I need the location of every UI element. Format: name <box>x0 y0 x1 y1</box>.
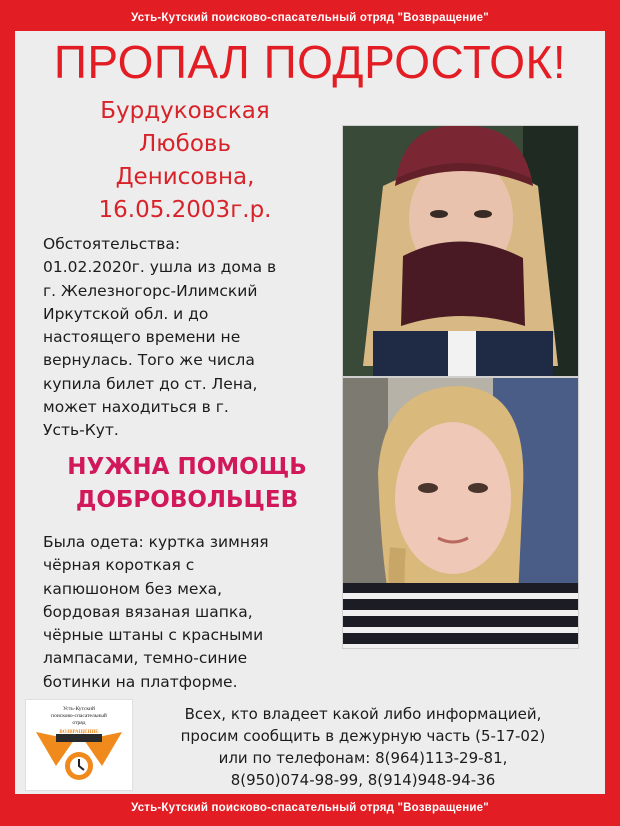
poster-body <box>15 31 605 794</box>
person-photo-bottom <box>342 377 579 649</box>
contact-line: или по телефонам: 8(964)113-29-81, <box>218 749 508 767</box>
photo-illustration-bottom <box>343 378 579 649</box>
help-line: ДОБРОВОЛЬЦЕВ <box>75 487 299 513</box>
circumstances-line: вернулась. Того же числа <box>43 351 255 370</box>
clothing-line: Была одета: куртка зимняя <box>43 533 269 551</box>
person-photo-top <box>342 125 579 377</box>
circumstances-line: настоящего времени не <box>43 328 241 347</box>
person-birth-date: 16.05.2003г.р. <box>98 197 272 223</box>
clothing-line: ботинки на платформе. <box>43 672 238 691</box>
logo-text-line: Усть-Кутский <box>63 706 95 712</box>
clothing-line: чёрная короткая с <box>43 556 195 575</box>
header-organization-label: Усть-Кутский поисково-спасательный отряд "Возвращение" <box>131 12 489 24</box>
clothing-line: бордовая вязаная шапка, <box>43 602 253 621</box>
contact-information <box>143 703 583 791</box>
person-first-name: Любовь <box>138 131 232 157</box>
circumstances-line: г. Железногорс-Илимский <box>43 281 258 300</box>
logo-text-line: поисково-спасательный <box>51 713 107 719</box>
clothing-line: чёрные штаны с красными <box>43 626 264 645</box>
person-patronymic: Денисовна, <box>115 164 255 190</box>
circumstances-line: купила билет до ст. Лена, <box>43 374 258 393</box>
circumstances-line: Иркутской обл. и до <box>43 304 209 323</box>
organization-logo <box>25 699 133 791</box>
circumstances-line: Обстоятельства: <box>43 235 181 253</box>
person-name-block <box>35 95 335 227</box>
circumstances-line: может находиться в г. <box>43 398 229 417</box>
contact-line: Всех, кто владеет какой либо информацией, <box>184 705 542 723</box>
clothing-description <box>43 531 269 694</box>
circumstances-text <box>43 233 276 443</box>
contact-line: просим сообщить в дежурную часть (5-17-02) <box>180 727 546 745</box>
volunteers-needed-heading <box>35 451 339 517</box>
help-line: НУЖНА ПОМОЩЬ <box>67 454 307 480</box>
logo-text-line: отряд <box>72 720 86 726</box>
footer-organization-label: Усть-Кутский поисково-спасательный отряд "Возвращение" <box>131 802 489 814</box>
circumstances-line: 01.02.2020г. ушла из дома в <box>43 258 277 277</box>
contact-line: 8(950)074-98-99, 8(914)948-94-36 <box>230 771 496 789</box>
logo-brand-text: ВОЗВРАЩЕНИЕ <box>59 730 99 735</box>
circumstances-line: Усть-Кут. <box>43 421 119 440</box>
poster-headline: ПРОПАЛ ПОДРОСТОК! <box>53 36 567 88</box>
clothing-line: капюшоном без меха, <box>43 579 223 598</box>
clothing-line: лампасами, темно-синие <box>43 649 248 668</box>
person-surname: Бурдуковская <box>100 98 270 124</box>
photo-illustration-top <box>343 126 579 377</box>
